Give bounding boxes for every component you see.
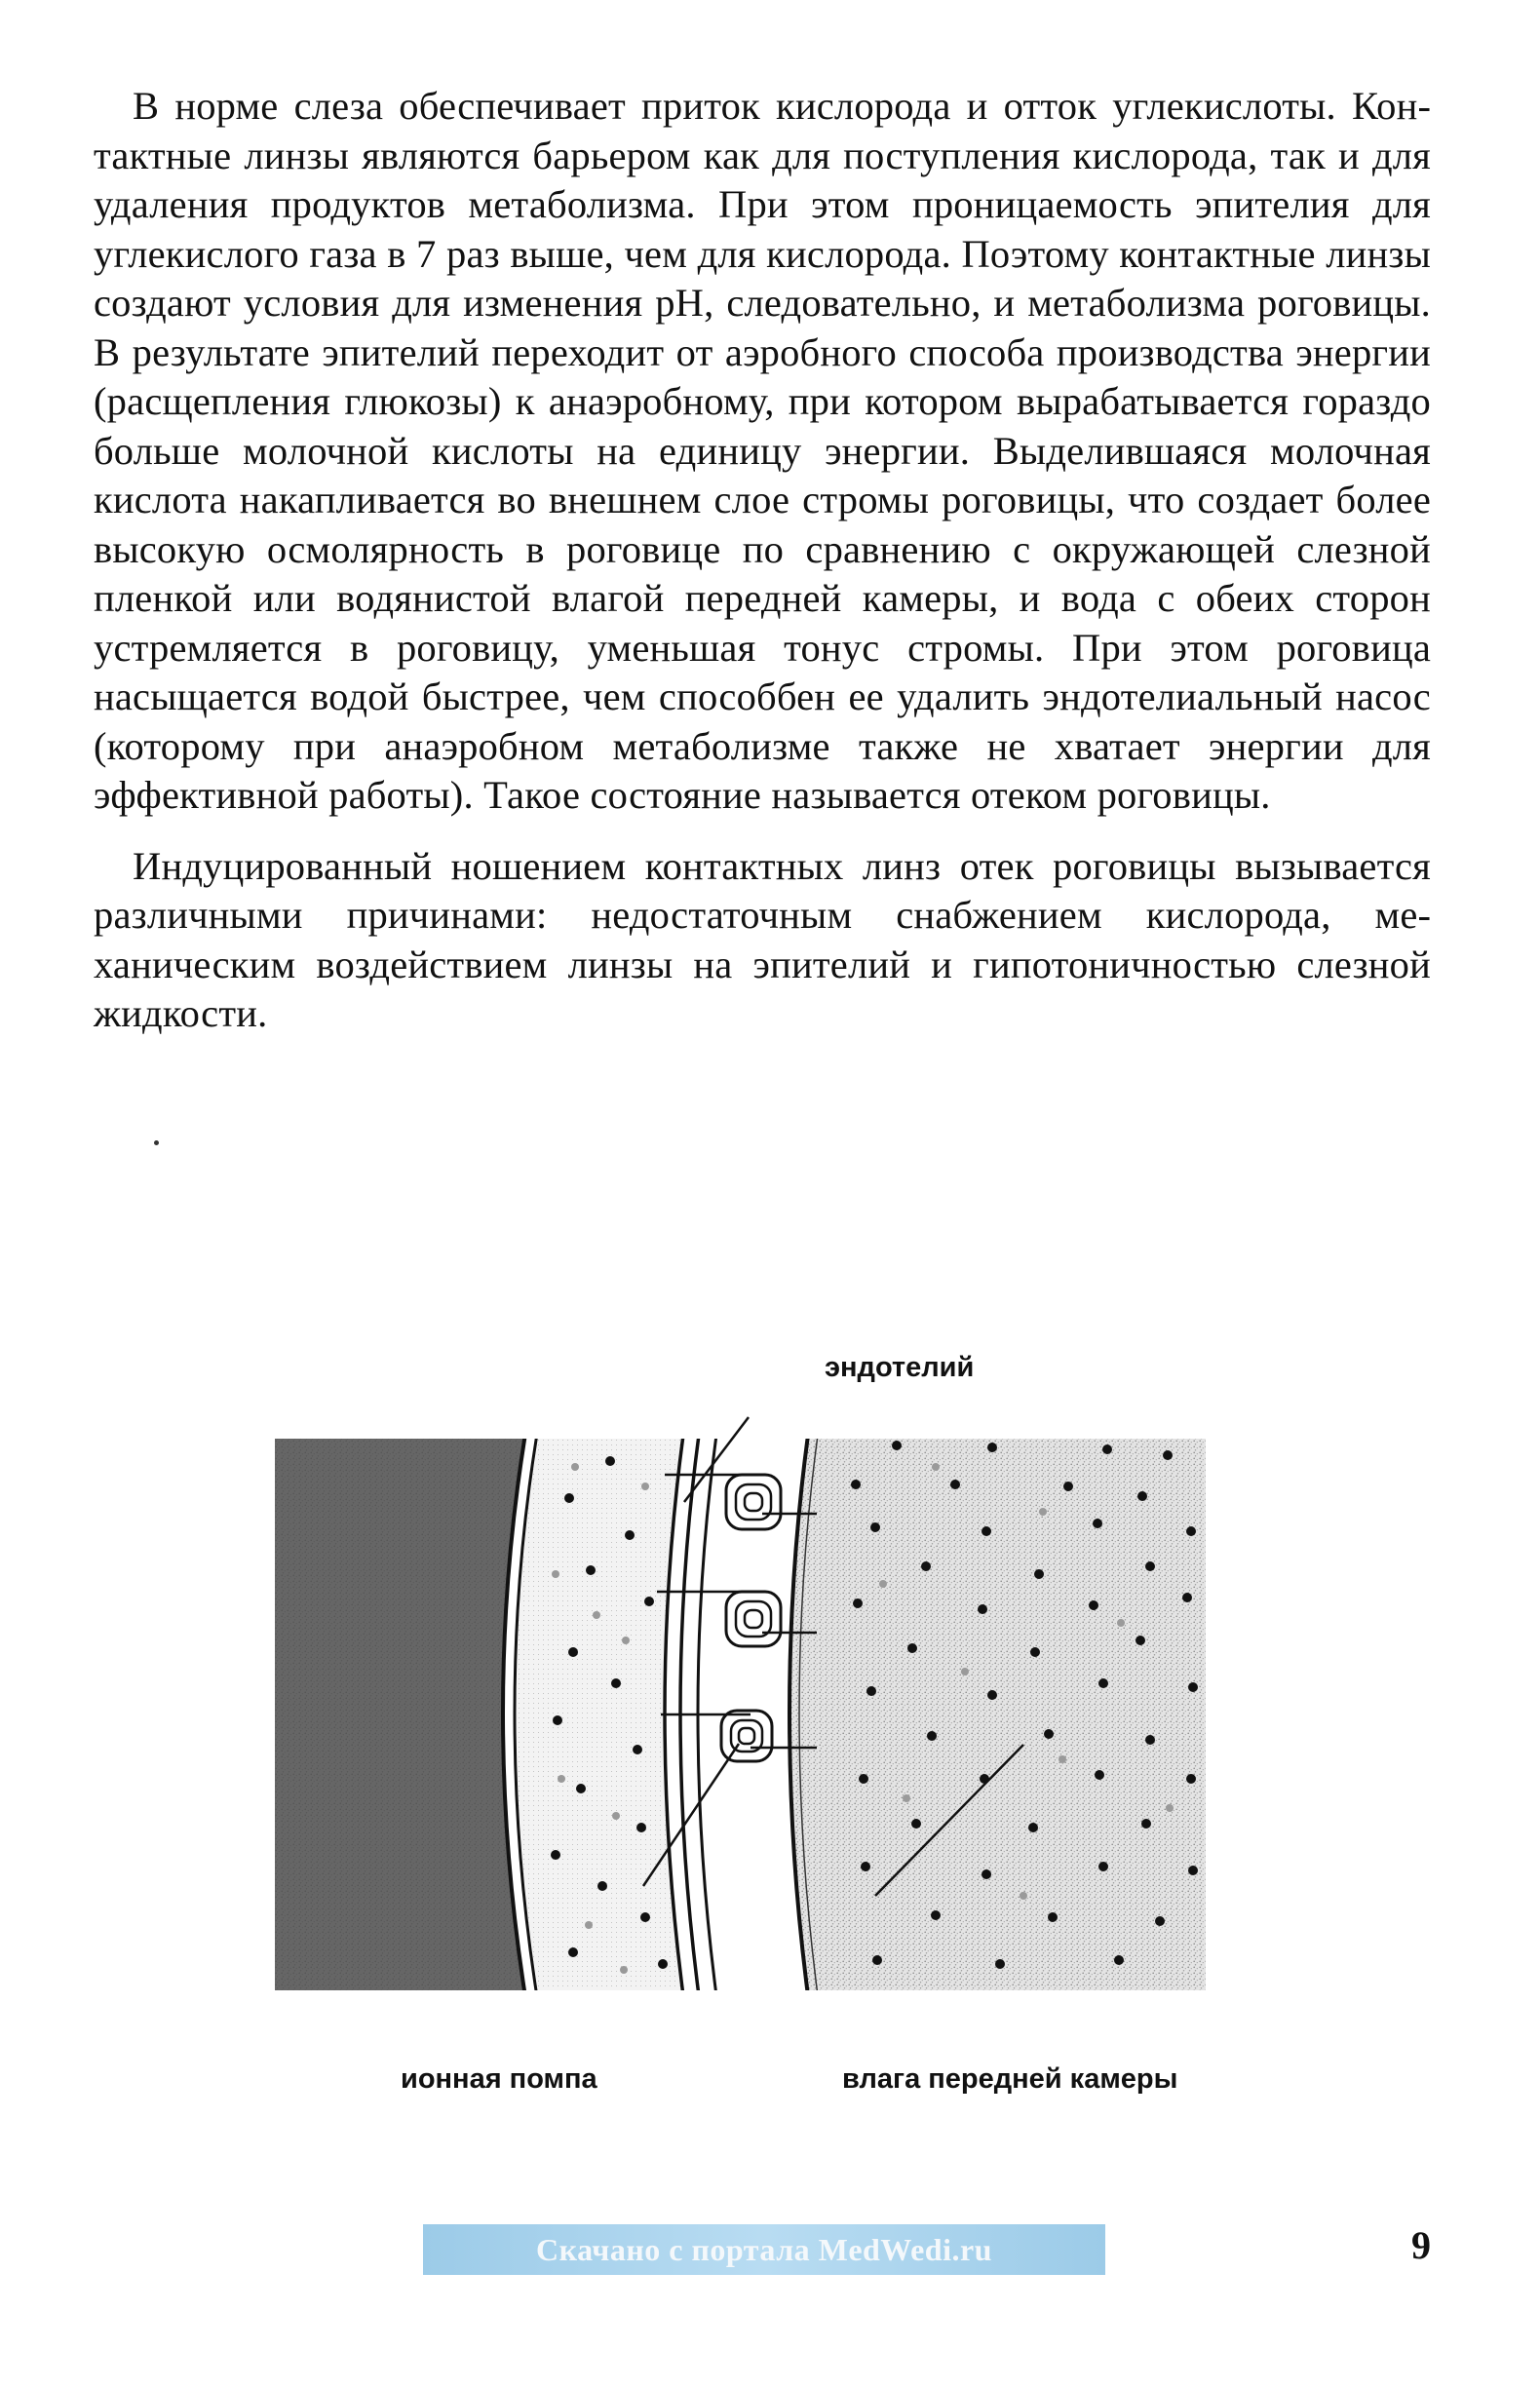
diagram-graphic	[263, 1340, 1267, 2120]
paragraph-2: Индуцированный ношением контактных линз отек роговицы вызывается различными причинами: недостаточным снабжением кислорода, механическим воздействием линзы на эпителий и гипотоничностью слезной жидкости.	[94, 843, 1431, 1035]
paragraph-1: В норме слеза обеспечивает приток кислорода и отток углекислоты. Контактные линзы являются барьером как для поступления кислорода, так и для удаления продуктов метаболизма. При этом проницаемость эпителия для углекислого газа в 7 раз выше, чем для кислорода. Поэтому контактные линзы создают условия для изменения рН, следовательно, и метаболизма роговицы. В результате эпителий переходит от аэробного способа производства энергии (расщепления глюкозы) к анаэробному, при котором вырабатывается гораздо больше молочной кислоты на единицу энергии. Выделившаяся молочная кислота накапливается во внешнем слое стромы роговицы, что создает более высокую осмолярность в роговице по сравнению с окружающей слезной пленкой или водянистой влагой передней камеры, и вода с обеих сторон устремляется в роговицу, уменьшая тонус стромы. При этом роговица насыщается водой быстрее, чем способбен ее удалить эндотелиальный насос (которому при анаэробном метаболизме также не хватает энергии для эффективной работы). Такое состояние называется отеком роговицы.	[94, 84, 1431, 817]
cornea-diagram	[263, 1340, 1267, 2120]
stray-dot	[154, 1140, 159, 1145]
label-endothelium: эндотелий	[825, 1352, 975, 1383]
watermark-banner[interactable]: Скачано с портала MedWedi.ru	[423, 2224, 1105, 2275]
label-ion-pump: ионная помпа	[401, 2063, 597, 2095]
label-aqueous-humor: влага передней камеры	[842, 2063, 1178, 2095]
body-text	[94, 82, 1431, 1060]
page-number: 9	[1411, 2223, 1431, 2267]
